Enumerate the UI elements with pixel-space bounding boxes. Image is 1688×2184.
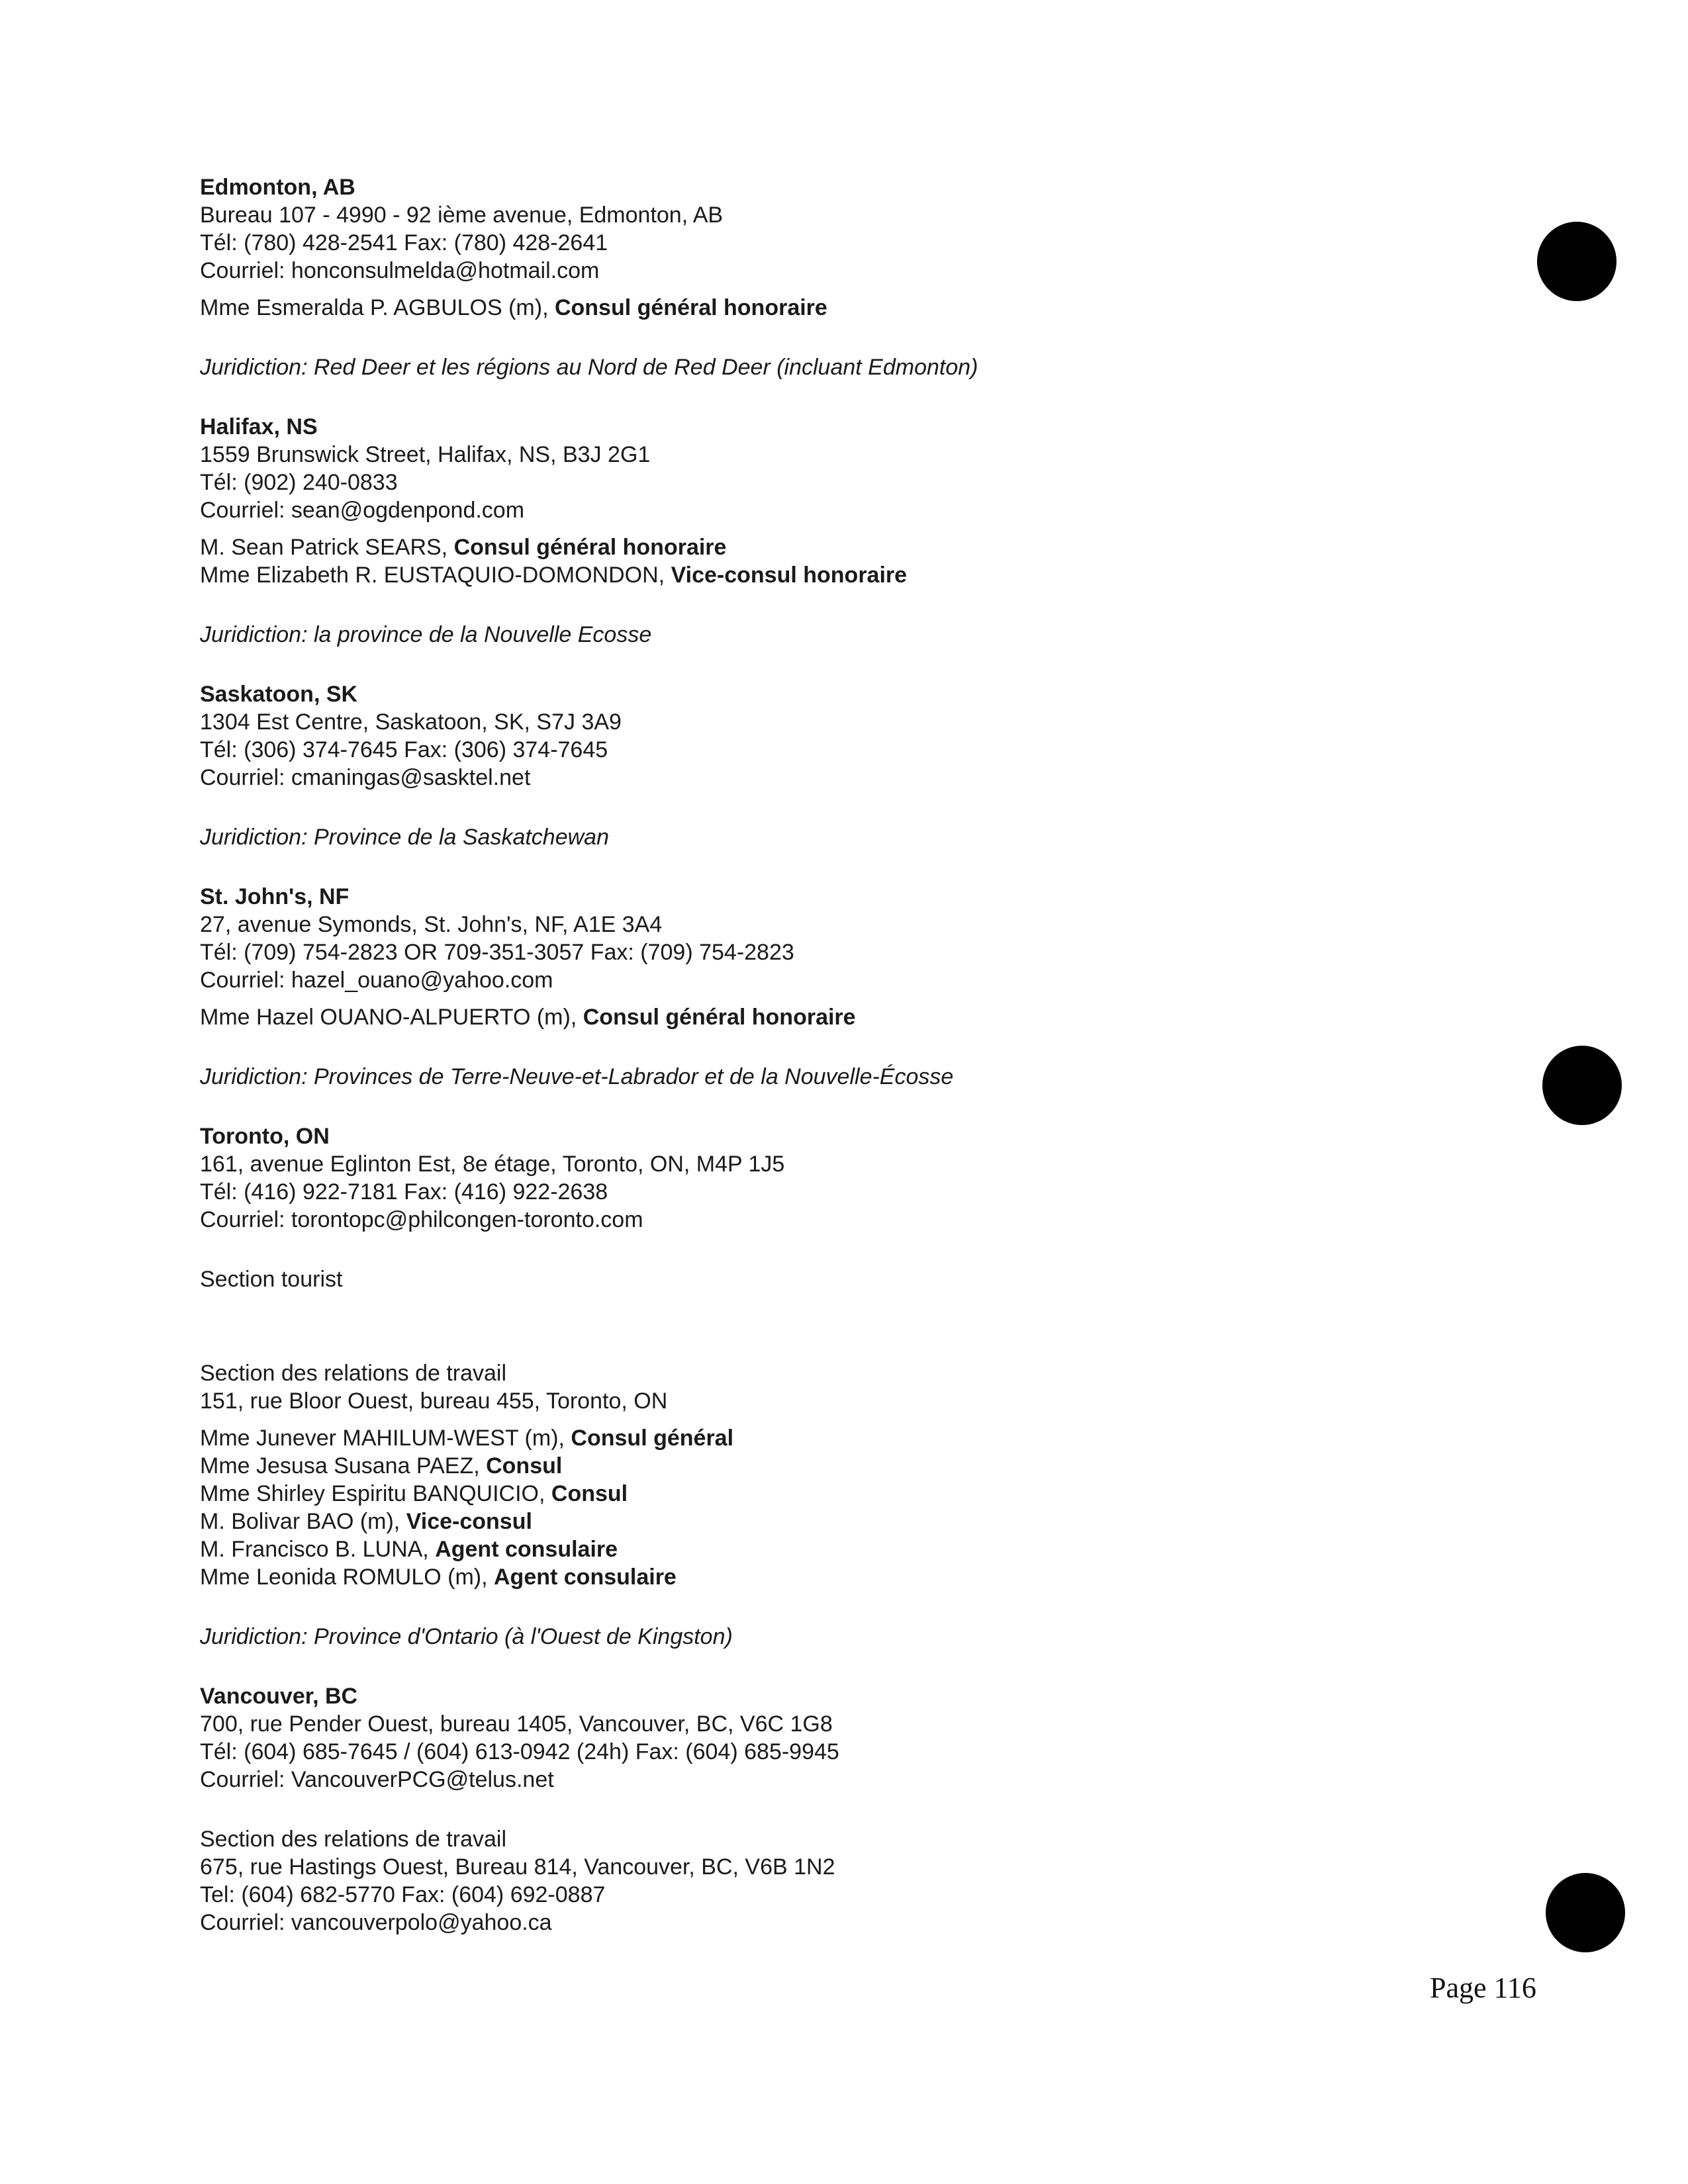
staff-member: M. Sean Patrick SEARS, Consul général honoraire <box>200 535 727 560</box>
labor-section-address: 151, rue Bloor Ouest, bureau 455, Toronto, ON <box>200 1388 668 1414</box>
office-email: Courriel: honconsulmelda@hotmail.com <box>200 258 600 283</box>
office-edmonton <box>200 173 1458 413</box>
labor-section-title: Section des relations de travail <box>200 1361 507 1386</box>
office-halifax <box>200 413 1458 680</box>
office-saskatoon <box>200 680 1458 883</box>
consulate-directory <box>200 173 1458 1936</box>
office-vancouver <box>200 1682 1458 1936</box>
office-city: Toronto, ON <box>200 1124 330 1149</box>
staff-member: Mme Esmeralda P. AGBULOS (m), Consul général honoraire <box>200 295 827 320</box>
office-address: 161, avenue Eglinton Est, 8e étage, Toronto, ON, M4P 1J5 <box>200 1152 785 1177</box>
labor-section-email: Courriel: vancouverpolo@yahoo.ca <box>200 1910 552 1935</box>
office-jurisdiction: Juridiction: Provinces de Terre-Neuve-et-Labrador et de la Nouvelle-Écosse <box>200 1064 954 1089</box>
office-email: Courriel: torontopc@philcongen-toronto.com <box>200 1207 643 1232</box>
office-phone: Tél: (780) 428-2541 Fax: (780) 428-2641 <box>200 230 608 255</box>
office-address: 1559 Brunswick Street, Halifax, NS, B3J 2G1 <box>200 442 651 467</box>
office-toronto <box>200 1122 1458 1682</box>
office-jurisdiction: Juridiction: Red Deer et les régions au Nord de Red Deer (incluant Edmonton) <box>200 355 978 380</box>
office-phone: Tél: (902) 240-0833 <box>200 470 398 495</box>
office-jurisdiction: Juridiction: Province de la Saskatchewan <box>200 825 609 850</box>
office-address: 1304 Est Centre, Saskatoon, SK, S7J 3A9 <box>200 709 622 735</box>
office-phone: Tél: (604) 685-7645 / (604) 613-0942 (24h) Fax: (604) 685-9945 <box>200 1739 839 1764</box>
punch-hole <box>1546 1873 1625 1952</box>
staff-member: Mme Junever MAHILUM-WEST (m), Consul général <box>200 1426 734 1451</box>
office-jurisdiction: Juridiction: la province de la Nouvelle Ecosse <box>200 622 652 647</box>
office-email: Courriel: cmaningas@sasktel.net <box>200 765 531 790</box>
office-email: Courriel: sean@ogdenpond.com <box>200 498 525 523</box>
punch-hole <box>1537 222 1617 301</box>
office-city: St. John's, NF <box>200 884 350 909</box>
office-city: Vancouver, BC <box>200 1684 358 1709</box>
office-city: Halifax, NS <box>200 414 318 439</box>
office-city: Edmonton, AB <box>200 175 355 200</box>
punch-hole <box>1542 1046 1622 1125</box>
staff-member: M. Bolivar BAO (m), Vice-consul <box>200 1509 532 1534</box>
office-phone: Tél: (306) 374-7645 Fax: (306) 374-7645 <box>200 737 608 762</box>
office-address: 27, avenue Symonds, St. John's, NF, A1E 3A4 <box>200 912 663 937</box>
staff-member: M. Francisco B. LUNA, Agent consulaire <box>200 1537 618 1562</box>
staff-member: Mme Hazel OUANO-ALPUERTO (m), Consul général honoraire <box>200 1005 856 1030</box>
office-phone: Tél: (416) 922-7181 Fax: (416) 922-2638 <box>200 1179 608 1205</box>
labor-section-phone: Tel: (604) 682-5770 Fax: (604) 692-0887 <box>200 1882 606 1907</box>
labor-section-title: Section des relations de travail <box>200 1827 507 1852</box>
office-address: 700, rue Pender Ouest, bureau 1405, Vancouver, BC, V6C 1G8 <box>200 1711 833 1737</box>
office-st-johns <box>200 883 1458 1122</box>
office-jurisdiction: Juridiction: Province d'Ontario (à l'Ouest de Kingston) <box>200 1624 733 1649</box>
labor-section-address: 675, rue Hastings Ouest, Bureau 814, Vancouver, BC, V6B 1N2 <box>200 1854 835 1880</box>
office-email: Courriel: VancouverPCG@telus.net <box>200 1767 554 1792</box>
office-phone: Tél: (709) 754-2823 OR 709-351-3057 Fax: (709) 754-2823 <box>200 940 794 965</box>
staff-member: Mme Jesusa Susana PAEZ, Consul <box>200 1453 563 1479</box>
office-address: Bureau 107 - 4990 - 92 ième avenue, Edmonton, AB <box>200 203 724 228</box>
staff-member: Mme Shirley Espiritu BANQUICIO, Consul <box>200 1481 628 1506</box>
office-city: Saskatoon, SK <box>200 682 358 707</box>
staff-member: Mme Elizabeth R. EUSTAQUIO-DOMONDON, Vice-consul honoraire <box>200 563 908 588</box>
staff-member: Mme Leonida ROMULO (m), Agent consulaire <box>200 1565 677 1590</box>
office-email: Courriel: hazel_ouano@yahoo.com <box>200 968 553 993</box>
tourist-section: Section tourist <box>200 1267 343 1292</box>
page-number: Page 116 <box>1430 1972 1536 2004</box>
